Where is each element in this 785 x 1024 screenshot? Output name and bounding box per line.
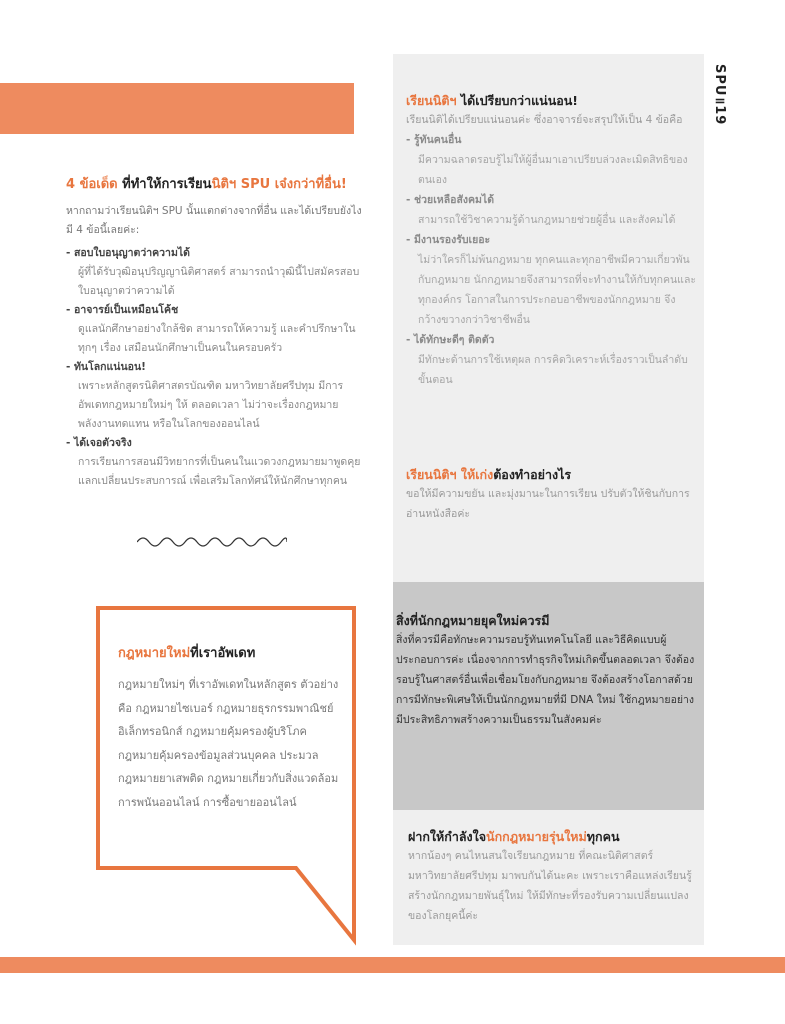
callout-body: กฎหมายใหม่ๆ ที่เราอัพเดทในหลักสูตร ตัวอย่างคือ กฎหมายไซเบอร์ กฎหมายธุรกรรมพาณิชย์อิเล็กทรอนิกส์ กฎหมายคุ้มครองผู้บริโภค กฎหมายคุ้มครองข้อมูลส่วนบุคคล ประมวลกฎหมายยาเสพติด กฎหมายเกี่ยวกับสิ่งแวดล้อม การพนันออนไลน์ การซื้อขายออนไลน์ xyxy=(118,678,339,809)
list-item xyxy=(406,190,698,230)
callout-heading xyxy=(118,642,340,663)
modern-lawyer-heading: สิ่งที่นักกฎหมายยุคใหม่ควรมี xyxy=(396,613,550,628)
modern-lawyer-body: สิ่งที่ควรมีคือทักษะความรอบรู้ทันเทคโนโลยี และวิธีคิดแบบผู้ประกอบการค่ะ เนื่องจากการทำธุรกิจใหม่เกิดขึ้นตลอดเวลา จึงต้องรอบรู้ในศาสตร์อื่นเพื่อเชื่อมโยงกับกฎหมาย จึงต้องสร้างโอกาสด้วยการมีทักษะพิเศษให้เป็นนักกฎหมายที่มี DNA ใหม่ ใช้กฎหมายอย่างมีประสิทธิภาพสร้างความเป็นธรรมในสังคมค่ะ xyxy=(396,634,695,726)
left-heading-accent: นิติฯ SPU เจ๋งกว่าที่อื่น! xyxy=(211,177,347,192)
encouragement-heading-post: ทุกคน xyxy=(586,829,620,844)
study-tips-heading-accent: เรียนนิติฯ ให้เก่ง xyxy=(406,467,494,482)
framed-callout xyxy=(96,606,356,946)
advantages-list xyxy=(406,130,698,390)
list-item-title: - สอบใบอนุญาตว่าความได้ xyxy=(66,247,190,259)
left-heading-bold: ที่ทำให้การเรียน xyxy=(122,177,212,192)
list-item-title: - ทันโลกแน่นอน! xyxy=(66,361,146,373)
encouragement-body: หากน้องๆ คนไหนสนใจเรียนกฎหมาย ที่คณะนิติศาสตร์ มหาวิทยาลัยศรีปทุม มาพบกันได้นะคะ เพราะเราคือแหล่งเรียนรู้ สร้างนักกฎหมายพันธุ์ใหม่ ให้มีทักษะที่รองรับความเปลี่ยนแปลงของโลกยุคนี้ค่ะ xyxy=(408,850,692,922)
advantages-section xyxy=(406,92,698,390)
list-item-desc: ดูแลนักศึกษาอย่างใกล้ชิด สามารถให้ความรู้ และคำปรึกษาในทุกๆ เรื่อง เสมือนนักศึกษาเป็นคนในครอบครัว xyxy=(78,323,356,354)
callout-content xyxy=(118,642,340,814)
encouragement-heading-pre: ฝากให้กำลังใจ xyxy=(408,829,487,844)
advantages-heading-rest: ได้เปรียบกว่าแน่นอน! xyxy=(456,93,578,108)
right-panel-modern-lawyer xyxy=(393,582,704,810)
left-list xyxy=(66,244,366,491)
study-tips-section xyxy=(406,466,698,524)
list-item-desc: มีทักษะด้านการใช้เหตุผล การคิดวิเคราะห์เรื่องราวเป็นลำดับขั้นตอน xyxy=(418,354,688,386)
left-heading-pre: 4 ข้อเด็ด xyxy=(66,177,123,192)
list-item-title: - ได้ทักษะดีๆ ติดตัว xyxy=(406,334,495,346)
callout-heading-rest: ที่เราอัพเดท xyxy=(190,646,256,661)
list-item xyxy=(406,230,698,330)
encouragement-heading xyxy=(408,828,698,846)
list-item-desc: สามารถใช้วิชาความรู้ด้านกฎหมายช่วยผู้อื่น และสังคมได้ xyxy=(418,214,676,226)
study-tips-heading-rest: ต้องทำอย่างไร xyxy=(493,467,572,482)
right-panel-advantages xyxy=(393,54,704,582)
brand-mark xyxy=(700,64,736,134)
wave-divider xyxy=(137,532,287,552)
list-item-title: - มีงานรองรับเยอะ xyxy=(406,234,491,246)
list-item xyxy=(66,244,366,301)
callout-heading-accent: กฎหมายใหม่ xyxy=(118,646,191,661)
study-tips-body: ขอให้มีความขยัน และมุ่งมานะในการเรียน ปรับตัวให้ชินกับการอ่านหนังสือค่ะ xyxy=(406,488,690,520)
brand-text: SPU॥19 xyxy=(712,64,727,126)
list-item-title: - ช่วยเหลือสังคมได้ xyxy=(406,194,495,206)
top-accent-bar xyxy=(0,83,354,134)
study-tips-heading xyxy=(406,466,698,484)
modern-lawyer-section xyxy=(396,612,696,730)
list-item-desc: ไม่ว่าใครก็ไม่พ้นกฎหมาย ทุกคนและทุกอาชีพมีความเกี่ยวพันกับกฎหมาย นักกฎหมายจึงสามารถที่จะทำงานให้กับทุกคนและทุกองค์กร โอกาสในการประกอบอาชีพของนักกฎหมาย จึงกว้างขวางกว่าวิชาชีพอื่น xyxy=(418,254,697,326)
list-item xyxy=(66,434,366,491)
list-item-desc: ผู้ที่ได้รับวุฒิอนุปริญญานิติศาสตร์ สามารถนำวุฒินี้ไปสมัครสอบใบอนุญาตว่าความได้ xyxy=(78,266,360,297)
list-item-desc: การเรียนการสอนมีวิทยากรที่เป็นคนในแวดวงกฎหมายมาพูดคุยแลกเปลี่ยนประสบการณ์ เพื่อเสริมโลกทัศน์ให้นักศึกษาทุกคน xyxy=(78,456,361,487)
left-heading xyxy=(66,176,366,194)
list-item-title: - ได้เจอตัวจริง xyxy=(66,437,132,449)
list-item-title: - อาจารย์เป็นเหมือนโค้ช xyxy=(66,304,179,316)
advantages-heading-accent: เรียนนิติฯ xyxy=(406,93,457,108)
right-panel-encouragement xyxy=(393,810,704,945)
advantages-intro: เรียนนิติได้เปรียบแน่นอนค่ะ ซึ่งอาจารย์จะสรุปให้เป็น 4 ข้อคือ xyxy=(406,114,683,126)
list-item xyxy=(406,330,698,390)
bottom-accent-bar xyxy=(0,957,785,973)
left-column xyxy=(66,176,366,491)
left-intro: หากถามว่าเรียนนิติฯ SPU นั้นแตกต่างจากที่อื่น และได้เปรียบยังไง มี 4 ข้อนี้เลยค่ะ: xyxy=(66,205,362,236)
list-item xyxy=(66,358,366,434)
list-item-desc: เพราะหลักสูตรนิติศาสตรบัณฑิต มหาวิทยาลัยศรีปทุม มีการอัพเดทกฎหมายใหม่ๆ ให้ ตลอดเวลา ไม่ว่าจะเรื่องกฎหมายพลังงานทดแทน หรือในโลกของออนไลน์ xyxy=(78,380,344,430)
encouragement-section xyxy=(408,828,698,926)
list-item-desc: มีความฉลาดรอบรู้ไม่ให้ผู้อื่นมาเอาเปรียบล่วงละเมิดสิทธิของตนเอง xyxy=(418,154,688,186)
list-item-title: - รู้ทันคนอื่น xyxy=(406,134,462,146)
encouragement-heading-accent: นักกฎหมายรุ่นใหม่ xyxy=(486,829,587,844)
list-item xyxy=(406,130,698,190)
list-item xyxy=(66,301,366,358)
advantages-heading xyxy=(406,92,698,110)
